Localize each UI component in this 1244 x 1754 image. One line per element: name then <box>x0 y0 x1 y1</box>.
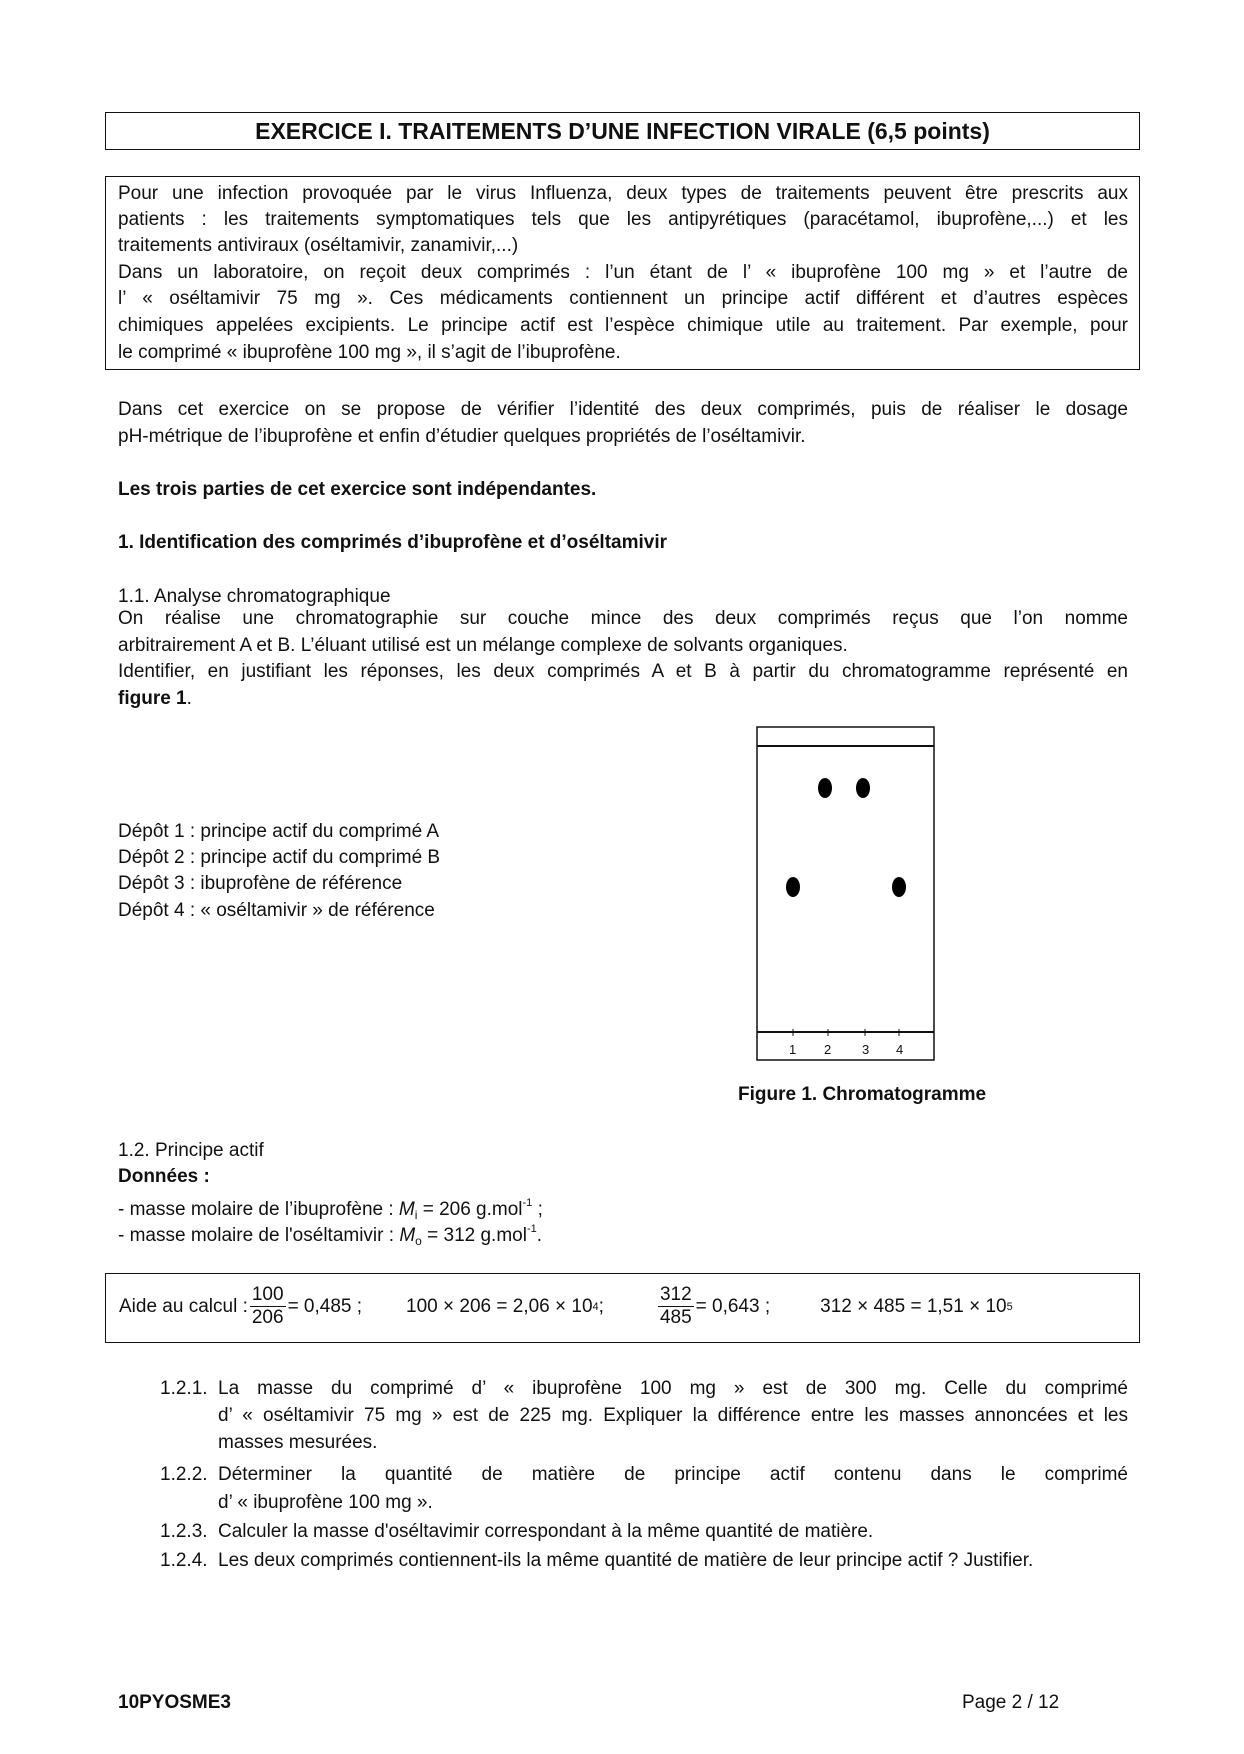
calculation-help-box <box>105 1273 1140 1343</box>
data-value: = 206 g.mol <box>417 1199 523 1220</box>
exercise-title: EXERCICE I. TRAITEMENTS D’UNE INFECTION VIRALE (6,5 points) <box>255 118 990 144</box>
question-line: d’ « ibuprofène 100 mg ». <box>218 1492 433 1513</box>
fraction <box>250 1284 286 1329</box>
fraction <box>658 1284 694 1329</box>
section-1-1-line: arbitrairement A et B. L’éluant utilisé est un mélange complexe de solvants organiques. <box>118 635 848 656</box>
lane-label: 1 <box>789 1042 797 1057</box>
data-prefix: - masse molaire de l'oséltamivir : <box>118 1225 400 1246</box>
exponent: -1 <box>522 1197 533 1209</box>
figure-caption: Figure 1. Chromatogramme <box>738 1084 987 1105</box>
question-line: Les deux comprimés contiennent-ils la même quantité de matière de leur principe actif ? Justifier. <box>218 1550 1034 1571</box>
depot-legend-item: Dépôt 4 : « oséltamivir » de référence <box>118 900 435 921</box>
depot-legend-item: Dépôt 2 : principe actif du comprimé B <box>118 847 441 868</box>
question-line: Déterminer la quantité de matière de principe actif contenu dans le comprimé <box>218 1464 1128 1485</box>
product-expression: 100 × 206 = 2,06 × 10 <box>406 1295 593 1317</box>
section-1-1-heading: 1.1. Analyse chromatographique <box>118 586 391 607</box>
intro-line: patients : les traitements symptomatiques tels que les antipyrétiques (paracétamol, ibuprofène,...) et les <box>118 209 1128 230</box>
product-expression: 312 × 485 = 1,51 × 10 <box>820 1295 1007 1317</box>
question-line: Calculer la masse d'oséltavimir correspondant à la même quantité de matière. <box>218 1521 874 1542</box>
intro-line: le comprimé « ibuprofène 100 mg », il s’agit de l’ibuprofène. <box>118 342 621 363</box>
molar-mass-subscript: o <box>415 1234 422 1248</box>
question-number: 1.2.3. <box>160 1521 208 1542</box>
depot-legend-item: Dépôt 3 : ibuprofène de référence <box>118 873 403 894</box>
exponent: 5 <box>1006 1300 1013 1313</box>
lane-label: 4 <box>896 1042 904 1057</box>
purpose-line: Dans cet exercice on se propose de vérifier l’identité des deux comprimés, puis de réaliser le dosage <box>118 399 1128 420</box>
fraction-result: = 0,643 ; <box>695 1295 771 1317</box>
footer-code: 10PYOSME3 <box>118 1692 231 1713</box>
figure-reference <box>118 686 1128 712</box>
question-number: 1.2.2. <box>160 1464 208 1485</box>
calculation-help-row <box>119 1284 1013 1329</box>
spot-lane-2 <box>818 778 832 798</box>
intro-line: Dans un laboratoire, on reçoit deux comprimés : l’un étant de l’ « ibuprofène 100 mg » et l’autre de <box>118 262 1128 283</box>
fraction-denominator: 206 <box>251 1307 284 1328</box>
molar-mass-symbol: M <box>398 1199 415 1220</box>
intro-line: traitements antiviraux (oséltamivir, zanamivir,...) <box>118 235 519 256</box>
data-item-oseltamivir <box>118 1216 1128 1254</box>
question-line: masses mesurées. <box>218 1432 378 1453</box>
molar-mass-symbol: M <box>399 1225 416 1246</box>
lane-label: 2 <box>824 1042 832 1057</box>
spot-lane-4 <box>892 877 906 897</box>
exponent: 4 <box>592 1300 599 1313</box>
data-prefix: - masse molaire de l’ibuprofène : <box>118 1199 399 1220</box>
intro-line: Pour une infection provoquée par le virus Influenza, deux types de traitements peuvent être prescrits aux <box>118 183 1128 204</box>
question-number: 1.2.1. <box>160 1378 208 1399</box>
lane-label: 3 <box>862 1042 870 1057</box>
data-value: = 312 g.mol <box>421 1225 527 1246</box>
spot-lane-3 <box>856 778 870 798</box>
intro-line: chimiques appelées excipients. Le principe actif est l’espèce chimique utile au traitement. Par exemple, pour <box>118 315 1128 336</box>
section-1-1-line: Identifier, en justifiant les réponses, les deux comprimés A et B à partir du chromatogramme représenté en <box>118 661 1128 682</box>
intro-line: l’ « oséltamivir 75 mg ». Ces médicaments contiennent un principe actif différent et d’autres espèces <box>118 288 1128 309</box>
question-number: 1.2.4. <box>160 1550 208 1571</box>
fraction-numerator: 312 <box>659 1284 692 1305</box>
purpose-line: pH-métrique de l’ibuprofène et enfin d’étudier quelques propriétés de l’oséltamivir. <box>118 426 806 447</box>
chromatogram-figure <box>756 726 936 1062</box>
section-1-2-heading: 1.2. Principe actif <box>118 1140 264 1161</box>
fraction-result: = 0,485 ; <box>287 1295 363 1317</box>
molar-mass-subscript: i <box>414 1208 418 1222</box>
figure-reference-end: . <box>186 688 192 709</box>
section-1-1-line: On réalise une chromatographie sur couche mince des deux comprimés reçus que l’on nomme <box>118 608 1128 629</box>
depot-legend-item: Dépôt 1 : principe actif du comprimé A <box>118 821 440 842</box>
spot-lane-1 <box>786 877 800 897</box>
product-end: ; <box>598 1295 604 1317</box>
part1-heading: 1. Identification des comprimés d’ibuprofène et d’oséltamivir <box>118 532 668 553</box>
exercise-title-box <box>105 112 1140 150</box>
footer-page-number: Page 2 / 12 <box>962 1692 1060 1713</box>
data-end: ; <box>532 1199 543 1220</box>
question-line: d’ « oséltamivir 75 mg » est de 225 mg. Expliquer la différence entre les masses annoncées et les <box>218 1405 1128 1426</box>
independent-note: Les trois parties de cet exercice sont indépendantes. <box>118 479 597 500</box>
fraction-denominator: 485 <box>659 1307 692 1328</box>
data-end: . <box>536 1225 542 1246</box>
exponent: -1 <box>526 1223 537 1235</box>
figure-reference-bold: figure 1 <box>118 688 187 709</box>
calculation-help-label: Aide au calcul : <box>119 1295 248 1317</box>
fraction-numerator: 100 <box>251 1284 284 1305</box>
data-label: Données : <box>118 1166 210 1187</box>
question-line: La masse du comprimé d’ « ibuprofène 100 mg » est de 300 mg. Celle du comprimé <box>218 1378 1128 1399</box>
chromatogram-plate <box>756 726 936 1062</box>
